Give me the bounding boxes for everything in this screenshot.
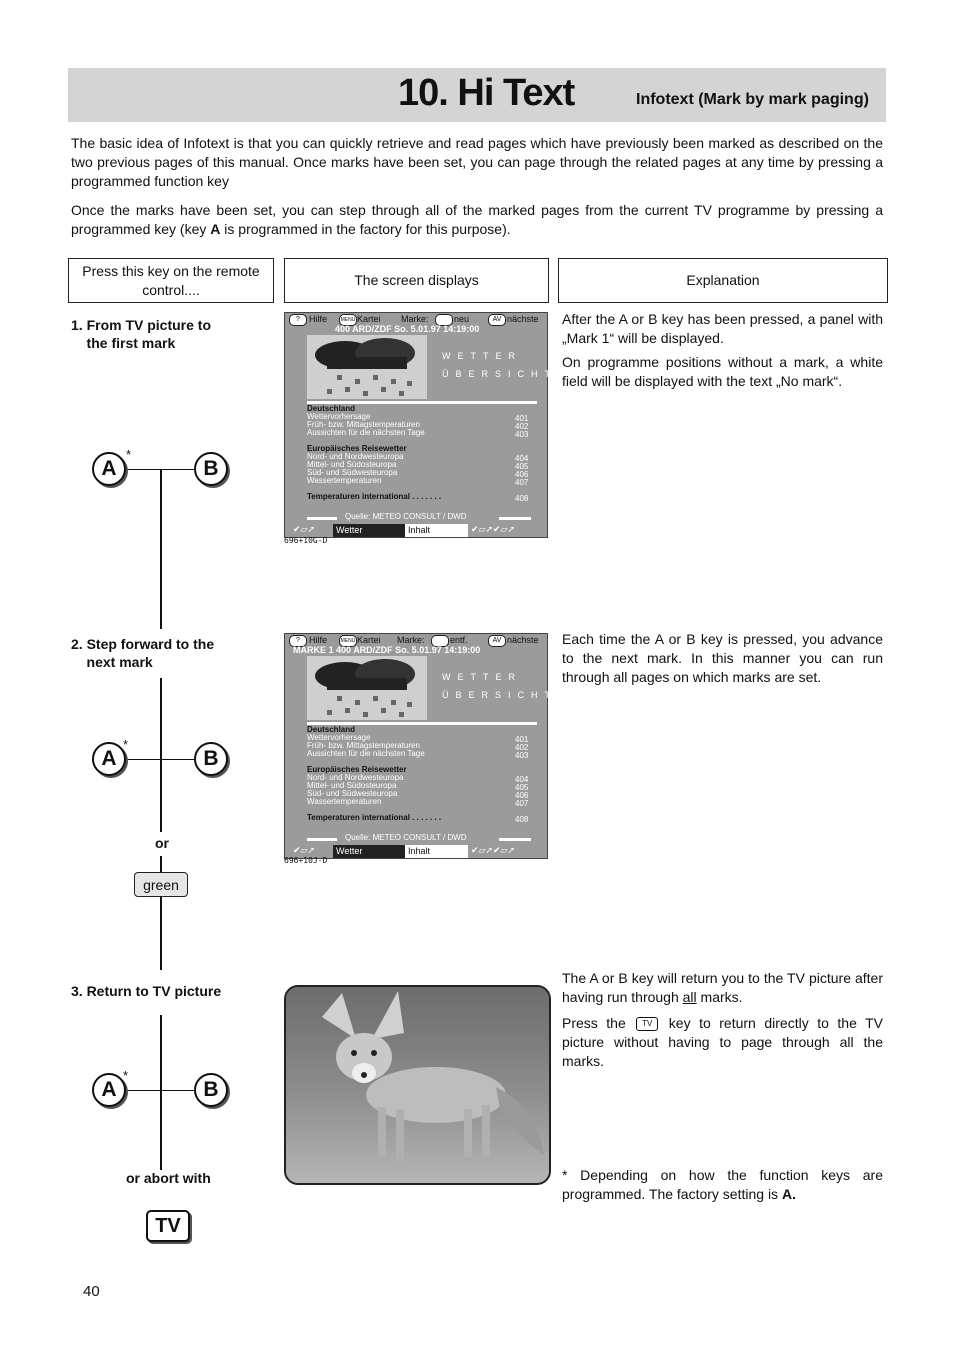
source-line: Quelle: METEO CONSULT / DWD bbox=[345, 833, 467, 842]
footnote-marker: * bbox=[123, 737, 129, 752]
section-heading: Deutschland bbox=[307, 404, 356, 413]
footnote: * Depending on how the function keys are programmed. The factory setting is A. bbox=[562, 1167, 883, 1202]
marke-value: neu bbox=[454, 314, 470, 324]
teletext-line: Süd- und Südwesteuropa bbox=[307, 468, 398, 477]
teletext-line: Wassertemperaturen bbox=[307, 797, 382, 806]
step-1-label: 1. From TV picture to the first mark bbox=[71, 317, 212, 351]
help-key-icon: ? bbox=[289, 314, 307, 326]
next-label: nächste bbox=[507, 314, 539, 324]
key-b-button[interactable]: B bbox=[194, 1073, 228, 1107]
connector-line bbox=[160, 678, 162, 832]
page-numbers bbox=[515, 415, 528, 503]
explanation-step-3 bbox=[562, 969, 883, 1076]
tab-inhalt[interactable]: Inhalt bbox=[405, 845, 468, 858]
connector-line bbox=[160, 1015, 162, 1170]
column-header-remote-label: Press this key on the remote control.... bbox=[82, 262, 260, 298]
page-number: 407 bbox=[515, 478, 529, 487]
page-number: 405 bbox=[515, 783, 529, 792]
source-line: Quelle: METEO CONSULT / DWD bbox=[345, 512, 467, 521]
tab-wetter[interactable]: Wetter bbox=[333, 524, 406, 537]
page-number: 401 bbox=[515, 735, 529, 744]
or-abort-label: or abort with bbox=[126, 1170, 211, 1186]
teletext-line: Wettervorhersage bbox=[307, 733, 371, 742]
section-heading: Europäisches Reisewetter bbox=[307, 765, 407, 774]
teletext-line: Mittel- und Südosteuropa bbox=[307, 460, 397, 469]
teletext-line: Nord- und Nordwesteuropa bbox=[307, 773, 404, 782]
or-label: or bbox=[155, 835, 169, 851]
page-number: 403 bbox=[515, 751, 529, 760]
section-heading: Temperaturen international . . . . . . . bbox=[307, 813, 442, 822]
section-heading: Temperaturen international . . . . . . . bbox=[307, 492, 442, 501]
intro-paragraph-1: The basic idea of Infotext is that you can quickly retrieve and read pages which have previously been marked as described on the two previous pages of this manual. Once marks have been set, you can page through the related pages at any time by pressing a programmed function key bbox=[71, 135, 883, 189]
nav-arrows-icon: ✔▱➚ bbox=[293, 524, 316, 534]
section-heading: Europäisches Reisewetter bbox=[307, 444, 407, 453]
divider bbox=[499, 838, 531, 841]
explanation-step-1 bbox=[562, 310, 883, 396]
column-header-screen bbox=[284, 258, 549, 303]
teletext-screen-1 bbox=[284, 312, 558, 538]
page-number: 406 bbox=[515, 791, 529, 800]
step-2-label: 2. Step forward to the next mark bbox=[71, 636, 215, 670]
tv-key-icon: TV bbox=[636, 1017, 658, 1031]
nav-arrows-icon: ✔▱➚✔▱➚ bbox=[471, 524, 516, 534]
column-header-screen-label: The screen displays bbox=[354, 272, 479, 288]
footnote-marker: * bbox=[123, 1068, 129, 1083]
page-numbers bbox=[515, 736, 528, 824]
page-number: 402 bbox=[515, 743, 529, 752]
nav-arrows-icon: ✔▱➚✔▱➚ bbox=[471, 845, 516, 855]
uebersicht-heading: ÜBERSICHT bbox=[442, 369, 558, 379]
page-number: 405 bbox=[515, 462, 529, 471]
help-key-icon: ? bbox=[289, 635, 307, 647]
teletext-line: Wassertemperaturen bbox=[307, 476, 382, 485]
teletext-line: Früh- bzw. Mittagstemperaturen bbox=[307, 741, 420, 750]
column-header-explanation-label: Explanation bbox=[686, 272, 760, 288]
intro-paragraph-2: Once the marks have been set, you can step through all of the marked pages from the current TV programme by pressing a programmed key (key A is programmed in the factory for this purpose). bbox=[71, 202, 883, 237]
section-heading: Deutschland bbox=[307, 725, 356, 734]
screen-caption: 696+10J-D bbox=[284, 856, 328, 865]
key-a-button[interactable]: A bbox=[92, 1073, 126, 1107]
page-number: 403 bbox=[515, 430, 529, 439]
teletext-line: Mittel- und Südosteuropa bbox=[307, 781, 397, 790]
page-number: 401 bbox=[515, 414, 529, 423]
explanation-text: Each time the A or B key is pressed, you advance to the next mark. In this manner you can run through all pages on which marks are set. bbox=[562, 631, 883, 685]
page-number: 40 bbox=[83, 1283, 100, 1300]
page-number: 408 bbox=[515, 494, 529, 503]
page-number: 406 bbox=[515, 470, 529, 479]
divider bbox=[307, 838, 337, 841]
teletext-line: Früh- bzw. Mittagstemperaturen bbox=[307, 420, 420, 429]
section-subtitle: Infotext (Mark by mark paging) bbox=[636, 91, 869, 108]
page-number: 408 bbox=[515, 815, 529, 824]
teletext-screen-2 bbox=[284, 633, 558, 859]
teletext-line: Wettervorhersage bbox=[307, 412, 371, 421]
explanation-step-2 bbox=[562, 630, 883, 692]
teletext-line: Aussichten für die nächsten Tage bbox=[307, 428, 425, 437]
tab-wetter[interactable]: Wetter bbox=[333, 845, 406, 858]
divider bbox=[307, 517, 337, 520]
marke-value: entf. bbox=[450, 635, 468, 645]
key-b-button[interactable]: B bbox=[194, 742, 228, 776]
green-key-button[interactable]: green bbox=[134, 872, 188, 897]
tv-picture-image bbox=[284, 985, 551, 1185]
menu-key-icon: MENU bbox=[339, 635, 357, 647]
connector-line bbox=[160, 856, 162, 872]
connector-line bbox=[160, 896, 162, 970]
teletext-content bbox=[307, 405, 441, 501]
weather-cloud-icon bbox=[307, 656, 427, 720]
teletext-line: Süd- und Südwesteuropa bbox=[307, 789, 398, 798]
av-key-icon: AV bbox=[488, 635, 506, 647]
kartei-label: Kartei bbox=[357, 635, 381, 645]
column-header-remote bbox=[68, 258, 274, 303]
chapter-title: 10. Hi Text bbox=[398, 72, 575, 114]
fox-photo bbox=[286, 987, 549, 1183]
teletext-content bbox=[307, 726, 441, 822]
divider bbox=[499, 517, 531, 520]
page-number: 404 bbox=[515, 775, 529, 784]
step-3-label: 3. Return to TV picture bbox=[71, 983, 222, 999]
key-b-button[interactable]: B bbox=[194, 452, 228, 486]
teletext-line: Nord- und Nordwesteuropa bbox=[307, 452, 404, 461]
teletext-line: Aussichten für die nächsten Tage bbox=[307, 749, 425, 758]
connector-line bbox=[160, 469, 162, 629]
teletext-status-line: 400 ARD/ZDF So. 5.01.97 14:19:00 bbox=[335, 324, 480, 334]
nav-arrows-icon: ✔▱➚ bbox=[293, 845, 316, 855]
next-label: nächste bbox=[507, 635, 539, 645]
marke-label: Marke: bbox=[397, 635, 425, 645]
teletext-bottom-bar bbox=[285, 523, 547, 537]
explanation-text: After the A or B key has been pressed, a panel with „Mark 1“ will be displayed. bbox=[562, 311, 883, 346]
help-label: Hilfe bbox=[309, 635, 328, 645]
screen-caption: 696+10G-D bbox=[284, 536, 328, 545]
teletext-status-line: MARKE 1 400 ARD/ZDF So. 5.01.97 14:19:00 bbox=[293, 645, 481, 655]
page-number: 407 bbox=[515, 799, 529, 808]
page-number: 402 bbox=[515, 422, 529, 431]
kartei-label: Kartei bbox=[357, 314, 381, 324]
explanation-text: The A or B key will return you to the TV picture after having run through all marks. bbox=[562, 970, 883, 1005]
marke-label: Marke: bbox=[401, 314, 429, 324]
explanation-text: Press the TV key to return directly to the TV picture without having to page through all the marks. bbox=[562, 1015, 884, 1069]
help-label: Hilfe bbox=[309, 314, 328, 324]
uebersicht-heading: ÜBERSICHT bbox=[442, 690, 558, 700]
footnote-marker: * bbox=[126, 447, 132, 462]
tv-key-button[interactable]: TV bbox=[146, 1210, 190, 1242]
column-header-explanation bbox=[558, 258, 888, 303]
weather-cloud-icon bbox=[307, 335, 427, 399]
tab-inhalt[interactable]: Inhalt bbox=[405, 524, 468, 537]
key-a-button[interactable]: A bbox=[92, 452, 126, 486]
page-number: 404 bbox=[515, 454, 529, 463]
av-key-icon: AV bbox=[488, 314, 506, 326]
wetter-heading: WETTER bbox=[442, 672, 522, 682]
explanation-text: On programme positions without a mark, a white field will be displayed with the text „No mark“. bbox=[562, 354, 883, 389]
menu-key-icon: MENU bbox=[339, 314, 357, 326]
key-a-button[interactable]: A bbox=[92, 742, 126, 776]
wetter-heading: WETTER bbox=[442, 351, 522, 361]
